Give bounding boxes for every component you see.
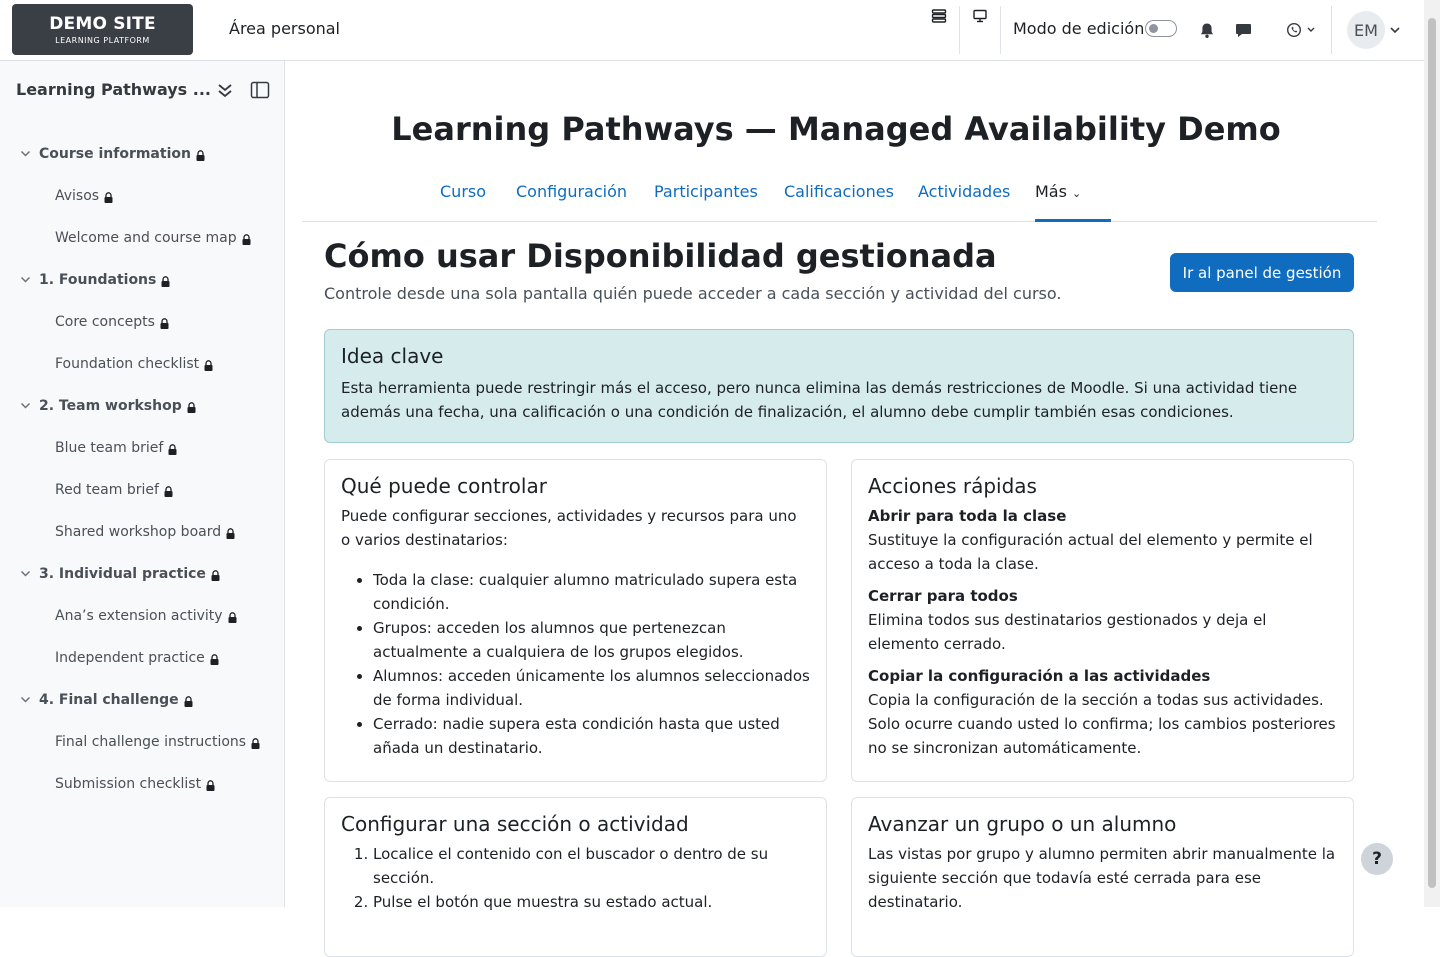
tab-mas[interactable]	[1035, 182, 1081, 201]
avatar[interactable]: EM	[1347, 11, 1385, 49]
help-button[interactable]: ?	[1361, 843, 1393, 875]
list-item: 1. Localice el contenido con el buscador o dentro de su sección.	[373, 842, 810, 890]
sidebar-item-label: 1. Foundations	[39, 272, 157, 288]
sidebar-item-label: Shared workshop board	[55, 524, 222, 540]
control-card-title: Qué puede controlar	[341, 474, 547, 498]
page-subtitle: Controle desde una sola pantalla quién puede acceder a cada sección y actividad del curso.	[324, 284, 1062, 303]
control-card-intro: Puede configurar secciones, actividades y recursos para uno o varios destinatarios:	[341, 507, 797, 549]
key-idea-text: Esta herramienta puede restringir más el acceso, pero nunca elimina las demás restricciones de Moodle. Si una actividad tiene además una fecha, una calificación o una condición de finalización, el alumno debe cumplir también esas condiciones.	[341, 379, 1298, 421]
sidebar-activity[interactable]	[55, 440, 177, 456]
top-navbar	[0, 0, 1424, 61]
list-item: • Grupos: acceden los alumnos que pertenezcan actualmente a cualquiera de los grupos elegidos.	[373, 616, 810, 664]
sidebar-item-label: Core concepts	[55, 314, 155, 330]
sidebar-item-label: 4. Final challenge	[39, 692, 179, 708]
sidebar-activity[interactable]	[55, 314, 169, 330]
lock-icon	[184, 695, 193, 706]
sidebar-item-label: Welcome and course map	[55, 230, 237, 246]
chevron-down-icon[interactable]	[18, 692, 32, 708]
edit-mode-label: Modo de edición	[1013, 19, 1145, 38]
key-idea-title: Idea clave	[341, 344, 444, 368]
lock-icon	[204, 359, 213, 370]
tab-curso[interactable]: Curso	[440, 182, 487, 201]
active-tab-indicator	[1035, 219, 1111, 222]
lock-icon	[228, 611, 237, 622]
stack-icon[interactable]	[927, 6, 951, 26]
tab-mas-label: Más	[1035, 182, 1067, 201]
chevron-down-icon[interactable]	[18, 398, 32, 414]
advance-card-title: Avanzar un grupo o un alumno	[868, 812, 1177, 836]
sidebar-item-label: Submission checklist	[55, 776, 202, 792]
toggle-knob	[1149, 24, 1158, 33]
tab-actividades[interactable]: Actividades	[918, 182, 1011, 201]
quick-action-title: Cerrar para todos	[868, 587, 1018, 605]
lock-icon	[251, 737, 260, 748]
configure-card	[324, 797, 827, 957]
sidebar-activity[interactable]	[55, 188, 113, 204]
chevron-down-icon[interactable]	[1386, 20, 1404, 40]
monitor-icon[interactable]	[968, 6, 992, 26]
secondary-navigation	[302, 170, 1377, 222]
close-drawer-icon[interactable]	[250, 81, 272, 101]
sidebar-item-label: 2. Team workshop	[39, 398, 182, 414]
sidebar-section[interactable]	[18, 272, 170, 288]
nav-personal-area[interactable]: Área personal	[229, 19, 340, 38]
lock-icon	[196, 149, 205, 160]
lock-icon	[168, 443, 177, 454]
collapse-all-icon[interactable]	[215, 81, 235, 101]
whatsapp-menu-icon[interactable]	[1285, 20, 1321, 40]
site-logo[interactable]	[12, 4, 193, 55]
chevron-down-icon[interactable]	[18, 272, 32, 288]
chevron-down-icon: ⌄	[1072, 187, 1082, 200]
tab-configuracion[interactable]: Configuración	[516, 182, 628, 201]
sidebar-activity[interactable]	[55, 608, 237, 624]
sidebar-activity[interactable]	[55, 524, 235, 540]
quick-action-title: Copiar la configuración a las actividades	[868, 667, 1211, 685]
advance-card-text: Las vistas por grupo y alumno permiten abrir manualmente la siguiente sección que todavía esté cerrada para ese destinatario.	[868, 845, 1336, 911]
sidebar-item-label: Foundation checklist	[55, 356, 200, 372]
nav-divider	[1331, 6, 1332, 54]
lock-icon	[242, 233, 251, 244]
logo-title: DEMO SITE	[49, 14, 156, 34]
quick-action-text: Copia la configuración de la sección a todas sus actividades. Solo ocurre cuando usted lo confirma; los cambios posteriores no se sincronizan automáticamente.	[868, 691, 1336, 757]
quick-action-text: Sustituye la configuración actual del elemento y permite el acceso a toda la clase.	[868, 531, 1313, 573]
sidebar-item-label: Course information	[39, 146, 191, 162]
lock-icon	[206, 779, 215, 790]
lock-icon	[164, 485, 173, 496]
lock-icon	[226, 527, 235, 538]
configure-card-title: Configurar una sección o actividad	[341, 812, 689, 836]
logo-subtitle: LEARNING PLATFORM	[55, 36, 150, 45]
lock-icon	[160, 317, 169, 328]
tab-calificaciones[interactable]: Calificaciones	[784, 182, 894, 201]
sidebar-activity[interactable]	[55, 356, 213, 372]
chevron-down-icon[interactable]	[18, 146, 32, 162]
advance-card	[851, 797, 1354, 957]
lock-icon	[161, 275, 170, 286]
sidebar-section[interactable]	[18, 692, 193, 708]
course-title: Learning Pathways — Managed Availability Demo	[391, 110, 1281, 148]
list-item: • Alumnos: acceden únicamente los alumnos seleccionados de forma individual.	[373, 664, 810, 712]
edit-mode-toggle[interactable]	[1145, 20, 1177, 37]
tab-participantes[interactable]: Participantes	[654, 182, 758, 201]
sidebar-item-label: Red team brief	[55, 482, 159, 498]
page-heading: Cómo usar Disponibilidad gestionada	[324, 237, 997, 275]
sidebar-item-label: Ana’s extension activity	[55, 608, 223, 624]
sidebar-activity[interactable]	[55, 482, 173, 498]
quick-action-title: Abrir para toda la clase	[868, 507, 1067, 525]
lock-icon	[211, 569, 220, 580]
chat-icon[interactable]	[1231, 20, 1255, 40]
sidebar-section[interactable]	[18, 146, 205, 162]
bell-icon[interactable]	[1195, 20, 1219, 40]
quick-action-text: Elimina todos sus destinatarios gestionados y deja el elemento cerrado.	[868, 611, 1267, 653]
sidebar-item-label: Independent practice	[55, 650, 205, 666]
sidebar-item-label: Final challenge instructions	[55, 734, 247, 750]
page-scrollbar[interactable]	[1424, 0, 1440, 907]
list-item: • Toda la clase: cualquier alumno matriculado supera esta condición.	[373, 568, 810, 616]
course-index-sidebar	[0, 61, 285, 907]
sidebar-section[interactable]	[18, 566, 220, 582]
list-item: • Cerrado: nadie supera esta condición hasta que usted añada un destinatario.	[373, 712, 810, 760]
quick-actions-card	[851, 459, 1354, 782]
nav-divider	[959, 6, 960, 54]
go-to-dashboard-button[interactable]: Ir al panel de gestión	[1170, 253, 1354, 292]
main-content	[286, 61, 1424, 911]
key-idea-alert	[324, 329, 1354, 443]
nav-divider	[1000, 6, 1001, 54]
lock-icon	[104, 191, 113, 202]
sidebar-title: Learning Pathways ...	[16, 80, 211, 99]
sidebar-activity[interactable]	[55, 734, 260, 750]
sidebar-activity[interactable]	[55, 230, 251, 246]
sidebar-item-label: Blue team brief	[55, 440, 164, 456]
control-card	[324, 459, 827, 782]
sidebar-activity[interactable]	[55, 650, 219, 666]
control-options-list	[373, 568, 810, 760]
lock-icon	[210, 653, 219, 664]
sidebar-item-label: Avisos	[55, 188, 100, 204]
chevron-down-icon[interactable]	[18, 566, 32, 582]
quick-actions-title: Acciones rápidas	[868, 474, 1037, 498]
list-item: 2. Pulse el botón que muestra su estado actual.	[373, 890, 810, 914]
sidebar-item-label: 3. Individual practice	[39, 566, 206, 582]
sidebar-activity[interactable]	[55, 776, 215, 792]
lock-icon	[187, 401, 196, 412]
configure-steps-list	[373, 842, 810, 914]
scrollbar-thumb[interactable]	[1428, 18, 1436, 888]
sidebar-section[interactable]	[18, 398, 196, 414]
